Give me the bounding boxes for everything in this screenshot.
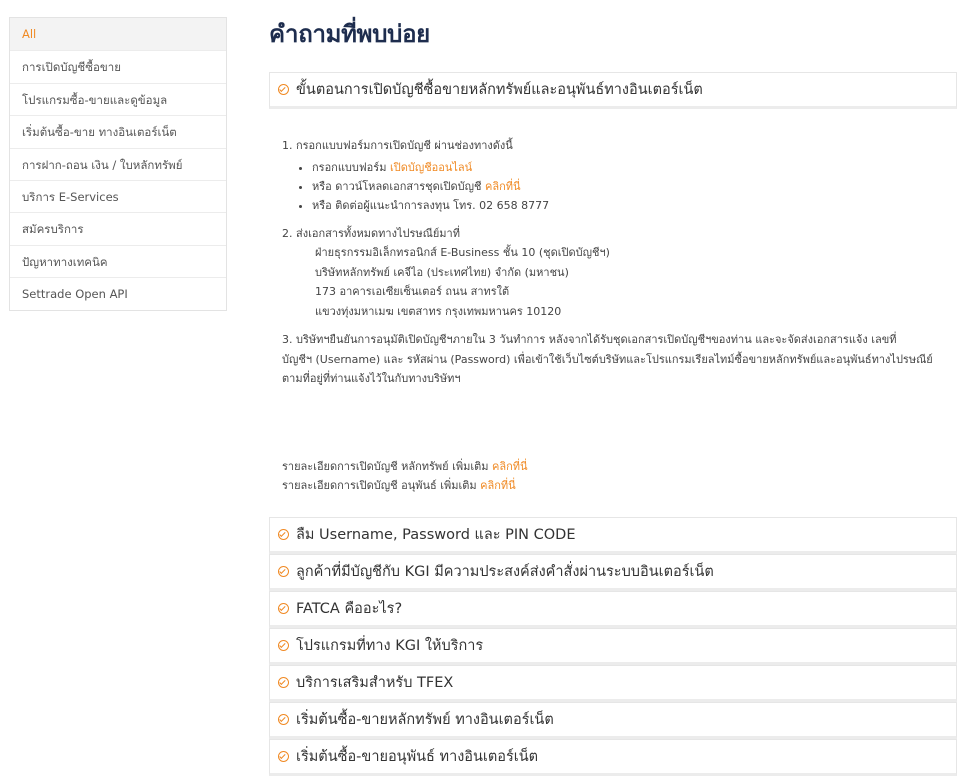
faq-item-start-derivatives[interactable] — [269, 739, 957, 776]
option-contact: • หรือ ติดต่อผู้แนะนำการลงทุน โทร. 02 658 8777 — [312, 196, 954, 215]
faq-title: เริ่มต้นซื้อ-ขายอนุพันธ์ ทางอินเตอร์เน็ต — [296, 749, 539, 765]
category-sidebar — [9, 17, 227, 311]
page-title: คำถามที่พบบ่อย — [269, 20, 430, 48]
check-circle-icon — [278, 84, 289, 95]
step-3-line-3: ตามที่อยู่ที่ท่านแจ้งไว้ในกับทางบริษัทฯ — [282, 372, 461, 385]
check-circle-icon — [278, 751, 289, 762]
faq-header[interactable] — [270, 518, 956, 551]
step-1: 1. กรอกแบบฟอร์มการเปิดบัญชี ผ่านช่องทางดังนี้ — [282, 139, 513, 152]
faq-item-kgi-programs[interactable] — [269, 628, 957, 665]
faq-header[interactable] — [270, 592, 956, 625]
securities-detail-link[interactable]: คลิกที่นี่ — [492, 459, 528, 473]
sidebar-item-all[interactable]: All — [10, 18, 226, 50]
check-circle-icon — [278, 566, 289, 577]
faq-item-tfex-services[interactable] — [269, 665, 957, 702]
faq-title: บริการเสริมสำหรับ TFEX — [296, 675, 454, 691]
faq-item-open-account[interactable] — [269, 72, 957, 109]
address-line-2: บริษัทหลักทรัพย์ เคจีไอ (ประเทศไทย) จำกัด (มหาชน) — [315, 265, 569, 279]
address-line-3: 173 อาคารเอเซียเซ็นเตอร์ ถนน สาทรใต้ — [315, 285, 510, 298]
sidebar-item-e-services[interactable]: บริการ E-Services — [10, 180, 226, 212]
step-3-line-2: บัญชีฯ (Username) และ รหัสผ่าน (Password) เพื่อเข้าใช้เว็บไซต์บริษัทและโปรแกรมเรียลไทม์ซื้อขายหลักทรัพย์และอนุพันธ์ทางไปรษณีย์ — [282, 352, 933, 366]
option-download: • หรือ ดาวน์โหลดเอกสารชุดเปิดบัญชี คลิกที่นี่ — [312, 177, 954, 196]
faq-title: เริ่มต้นซื้อ-ขายหลักทรัพย์ ทางอินเตอร์เน็ต — [296, 712, 554, 728]
sidebar-item-deposit-withdraw[interactable]: การฝาก-ถอน เงิน / ใบหลักทรัพย์ — [10, 148, 226, 180]
faq-title: ลืม Username, Password และ PIN CODE — [296, 527, 576, 543]
check-circle-icon — [278, 529, 289, 540]
download-docs-link[interactable]: คลิกที่นี่ — [484, 179, 521, 193]
detail-securities: รายละเอียดการเปิดบัญชี หลักทรัพย์ เพิ่มเติม คลิกที่นี่ — [282, 459, 528, 473]
sidebar-item-trading-program[interactable]: โปรแกรมซื้อ-ขายและดูข้อมูล — [10, 83, 226, 115]
faq-item-start-securities[interactable] — [269, 702, 957, 739]
check-circle-icon — [278, 640, 289, 651]
faq-title: FATCA คืออะไร? — [296, 601, 403, 617]
check-circle-icon — [278, 677, 289, 688]
detail-derivatives: รายละเอียดการเปิดบัญชี อนุพันธ์ เพิ่มเติม คลิกที่นี่ — [282, 479, 516, 492]
check-circle-icon — [278, 603, 289, 614]
faq-header[interactable] — [270, 740, 956, 773]
check-circle-icon — [278, 714, 289, 725]
faq-header[interactable] — [270, 666, 956, 699]
faq-answer — [282, 136, 954, 496]
derivatives-detail-link[interactable]: คลิกที่นี่ — [480, 479, 516, 492]
faq-header[interactable] — [270, 629, 956, 662]
faq-item-internet-order[interactable] — [269, 554, 957, 591]
faq-title: ขั้นตอนการเปิดบัญชีซื้อขายหลักทรัพย์และอนุพันธ์ทางอินเตอร์เน็ต — [296, 82, 703, 98]
open-account-online-link[interactable]: เปิดบัญชีออนไลน์ — [389, 160, 473, 174]
sidebar-item-open-account[interactable]: การเปิดบัญชีซื้อขาย — [10, 50, 226, 82]
faq-header[interactable] — [270, 73, 956, 106]
address-line-1: ฝ่ายธุรกรรมอิเล็กทรอนิกส์ E-Business ชั้น 10 (ชุดเปิดบัญชีฯ) — [315, 246, 610, 259]
faq-header[interactable] — [270, 703, 956, 736]
faq-title: ลูกค้าที่มีบัญชีกับ KGI มีความประสงค์ส่งคำสั่งผ่านระบบอินเตอร์เน็ต — [296, 564, 714, 580]
faq-item-fatca[interactable] — [269, 591, 957, 628]
sidebar-item-technical[interactable]: ปัญหาทางเทคนิค — [10, 245, 226, 277]
step-2: 2. ส่งเอกสารทั้งหมดทางไปรษณีย์มาที่ — [282, 226, 460, 240]
address-line-4: แขวงทุ่งมหาเมฆ เขตสาทร กรุงเทพมหานคร 10120 — [315, 304, 562, 318]
sidebar-item-subscribe[interactable]: สมัครบริการ — [10, 212, 226, 244]
step-3-line-1: 3. บริษัทฯยืนยันการอนุมัติเปิดบัญชีฯภายใน 3 วันทำการ หลังจากได้รับชุดเอกสารเปิดบัญชีฯของท่าน และจะจัดส่งเอกสารแจ้ง เลขที่ — [282, 333, 897, 346]
faq-header[interactable] — [270, 555, 956, 588]
option-online: • กรอกแบบฟอร์ม เปิดบัญชีออนไลน์ — [312, 158, 954, 177]
sidebar-item-start-trading[interactable]: เริ่มต้นซื้อ-ขาย ทางอินเตอร์เน็ต — [10, 115, 226, 147]
step-1-options — [282, 158, 954, 215]
sidebar-item-open-api[interactable]: Settrade Open API — [10, 277, 226, 309]
faq-item-forgot-password[interactable] — [269, 517, 957, 554]
faq-title: โปรแกรมที่ทาง KGI ให้บริการ — [296, 638, 484, 654]
